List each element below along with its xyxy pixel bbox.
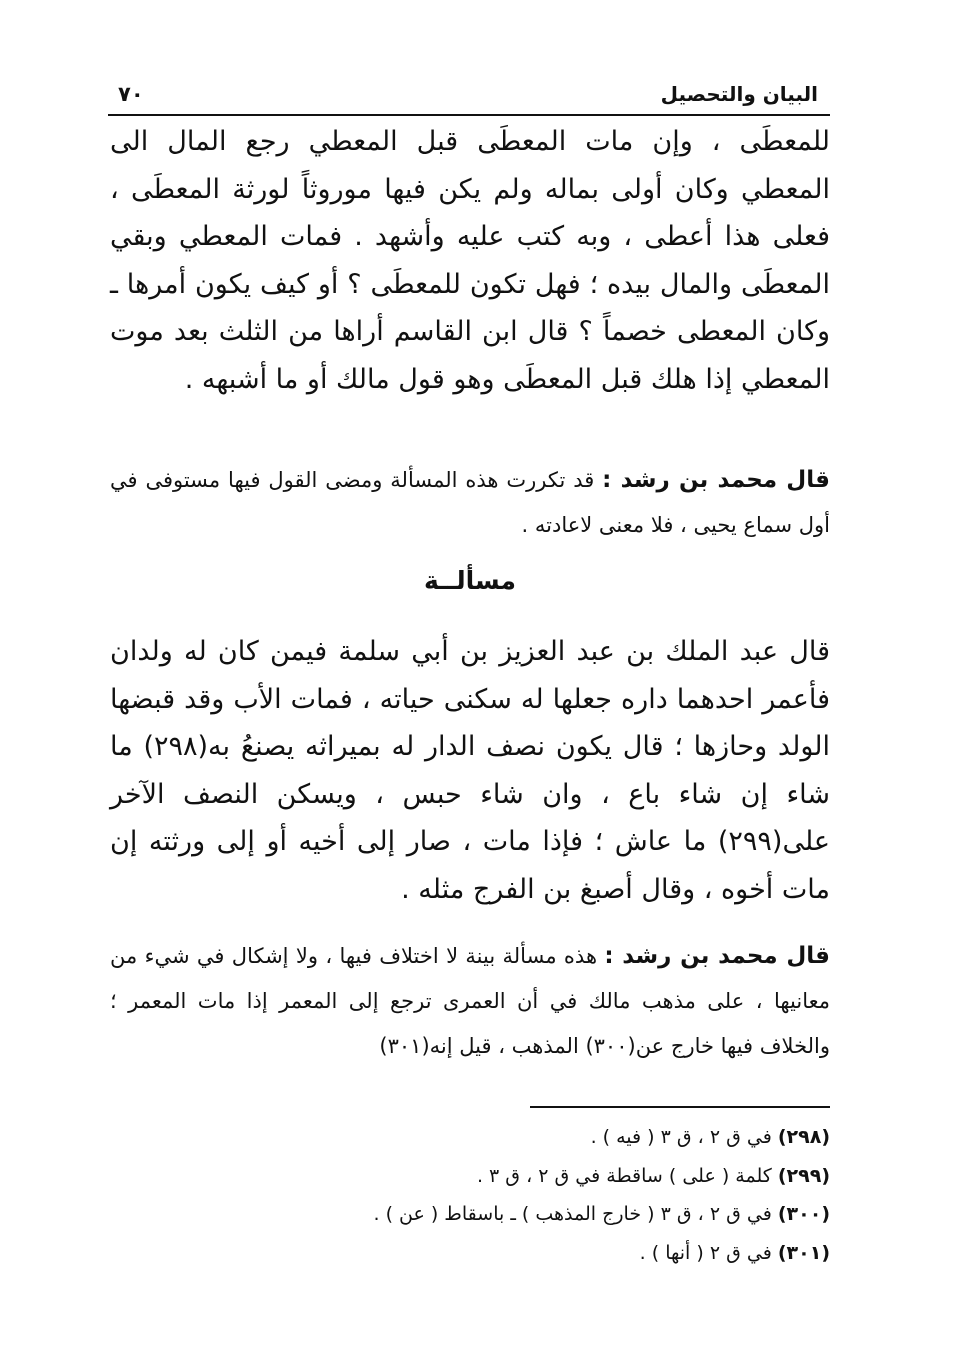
commentary-paragraph-1 — [110, 458, 830, 548]
commentary-speaker: قال محمد بن رشد : — [604, 943, 830, 969]
footnote — [110, 1118, 830, 1157]
footnote-number: (٣٠١) — [777, 1241, 830, 1264]
footnote-number: (٢٩٨) — [777, 1126, 830, 1148]
section-heading: مسألــة — [424, 566, 516, 595]
page-number: ٧٠ — [118, 82, 144, 106]
footnote-text: في ق ٢ ، ق ٣ ( خارج المذهب ) ـ باسقاط ( عن ) . — [373, 1203, 772, 1225]
running-title: البيان والتحصيل — [660, 82, 818, 106]
footnote-number: (٣٠٠) — [777, 1203, 830, 1225]
commentary-text: قد تكررت هذه المسألة ومضى القول فيها مستوفى في أول سماع يحيى ، فلا معنى لاعادته . — [110, 468, 830, 537]
footnote-number: (٢٩٩) — [777, 1164, 830, 1187]
footnote-separator — [530, 1106, 830, 1108]
page-header — [108, 80, 830, 116]
footnote-text: في ق ٢ ، ق ٣ ( فيه ) . — [590, 1126, 772, 1148]
footnote-text: في ق ٢ ( أنها ) . — [639, 1241, 772, 1264]
footnote-text: كلمة ( على ) ساقطة في ق ٢ ، ق ٣ . — [476, 1164, 772, 1187]
main-text-paragraph-2: قال عبد الملك بن عبد العزيز بن أبي سلمة فيمن كان له ولدان فأعمر احدهما داره جعلها له سكنى حياته ، فمات الأب وقد قبضها الولد وحازها ؛ قال يكون نصف الدار له بميراثه يصنعُ به(٢٩٨) ما شاء إن شاء باع ، وان شاء حبس ، ويسكن النصف الآخر على(٢٩٩) ما عاش ؛ فإذا مات ، صار إلى أخيه أو إلى ورثته إن مات أخوه ، وقال أصبغ بن الفرج مثله . — [110, 636, 830, 905]
commentary-paragraph-2 — [110, 934, 830, 1069]
main-text-paragraph-1: للمعطَى ، وإن مات المعطَى قبل المعطي رجع المال الى المعطي وكان أولى بماله ولم يكن فيها موروثاً لورثة المعطَى ، فعلى هذا أعطى ، وبه كتب عليه وأشهد . فمات المعطي وبقي المعطَى والمال بيده ؛ فهل تكون للمعطَى ؟ أو كيف يكون أمرها ـ وكان المعطى خصماً ؟ قال ابن القاسم أراها من الثلث بعد موت المعطي إذا هلك قبل المعطَى وهو قول مالك أو ما أشبهه . — [110, 126, 830, 395]
footnotes — [110, 1118, 830, 1272]
footnote — [110, 1234, 830, 1273]
footnote — [110, 1195, 830, 1234]
footnote — [110, 1157, 830, 1196]
commentary-speaker: قال محمد بن رشد : — [602, 467, 830, 493]
commentary-text: هذه مسألة بينة لا اختلاف فيها ، ولا إشكال في شيء من معانيها ، على مذهب مالك في أن العمرى ترجع إلى المعمر إذا مات المعمر ؛ والخلاف فيها خارج عن(٣٠٠) المذهب ، قيل إنه(٣٠١) — [110, 944, 830, 1058]
